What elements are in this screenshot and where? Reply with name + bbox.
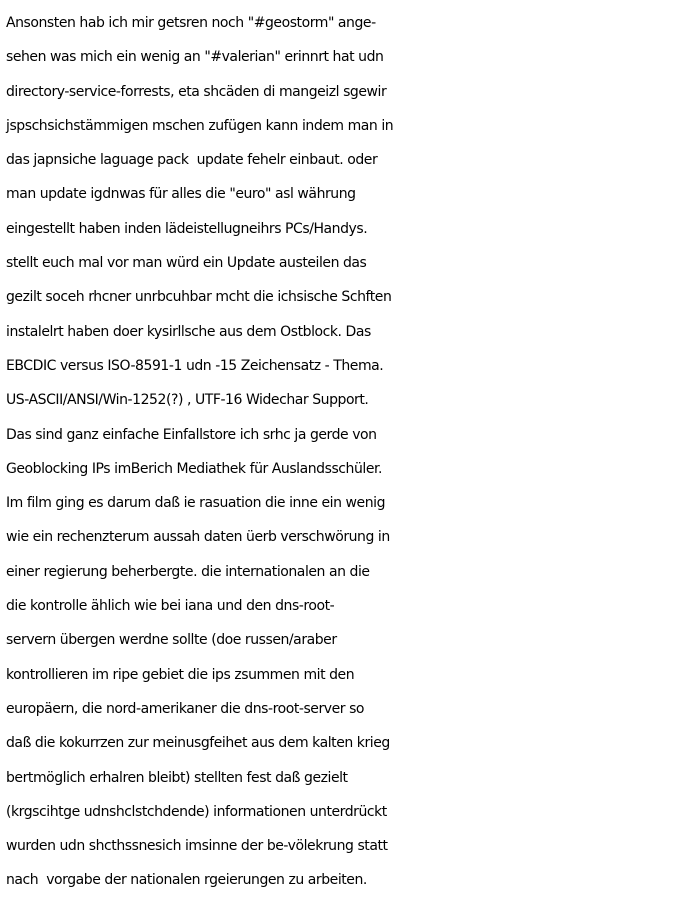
text-line: EBCDIC versus ISO-8591-1 udn -15 Zeichensatz - Thema. [6, 357, 384, 374]
text-line: Ansonsten hab ich mir getsren noch "#geostorm" ange- [6, 15, 376, 31]
text-line: daß die kokurrzen zur meinusgfeihet aus dem kalten krieg [6, 735, 390, 752]
text-line: nach vorgabe der nationalen rgeierungen zu arbeiten. [6, 872, 367, 889]
text-line: eingestellt haben inden lädeistellugneihrs PCs/Handys. [6, 220, 368, 237]
text-line: europäern, die nord-amerikaner die dns-root-server so [6, 700, 365, 717]
text-line: US-ASCII/ANSI/Win-1252(?) , UTF-16 Widechar Support. [6, 392, 369, 409]
text-line: directory-service-forrests, eta shcäden di mangeizl sgewir [6, 83, 387, 100]
text-line: servern übergen werdne sollte (doe russen/araber [6, 632, 337, 649]
text-line: gezilt soceh rhcner unrbcuhbar mcht die ichsische Schften [6, 289, 392, 306]
text-line: bertmöglich erhalren bleibt) stellten fest daß gezielt [6, 769, 348, 786]
text-line: wurden udn shcthssnesich imsinne der be-völekrung statt [6, 838, 388, 855]
text-line: (krgscihtge udnshclstchdende) informationen unterdrückt [6, 803, 387, 820]
text-line: Im film ging es darum daß ie rasuation die inne ein wenig [6, 495, 386, 512]
text-line: Das sind ganz einfache Einfallstore ich srhc ja gerde von [6, 426, 377, 443]
text-line: das japnsiche laguage pack update fehelr einbaut. oder [6, 152, 378, 169]
text-line: man update igdnwas für alles die "euro" asl währung [6, 186, 356, 203]
text-line: stellt euch mal vor man würd ein Update austeilen das [6, 255, 367, 272]
text-line: sehen was mich ein wenig an "#valerian" erinnrt hat udn [6, 49, 384, 66]
text-line: die kontrolle ählich wie bei iana und den dns-root- [6, 598, 335, 615]
text-line: einer regierung beherbergte. die internationalen an die [6, 563, 370, 580]
text-line: Geoblocking IPs imBerich Mediathek für Auslandsschüler. [6, 460, 383, 477]
text-line: instalelrt haben doer kysirllsche aus dem Ostblock. Das [6, 323, 371, 340]
text-line: jspschsichstämmigen mschen zufügen kann indem man in [6, 117, 394, 134]
text-line: kontrollieren im ripe gebiet die ips zsummen mit den [6, 666, 355, 683]
text-line: wie ein rechenzterum aussah daten üerb verschwörung in [6, 529, 390, 546]
